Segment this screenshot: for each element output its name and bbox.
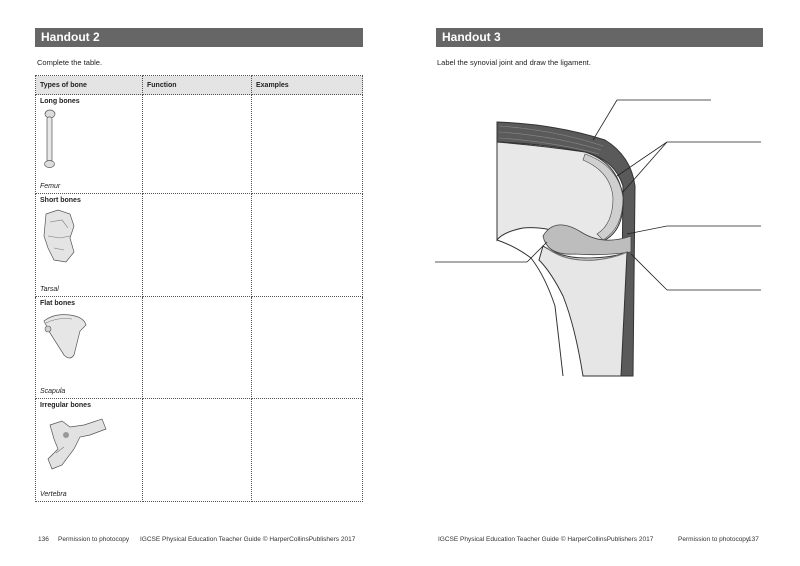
table-instruction: Complete the table.	[37, 58, 103, 67]
vertebra-icon	[40, 413, 110, 473]
table-row	[36, 95, 363, 194]
bone-type-label: Irregular bones	[40, 402, 91, 409]
femur-icon	[40, 109, 60, 169]
handout-3-banner: Handout 3	[436, 28, 763, 47]
bone-example-name: Tarsal	[40, 286, 59, 293]
bone-types-table	[35, 75, 363, 502]
tarsal-icon	[40, 208, 80, 266]
examples-cell[interactable]	[252, 399, 363, 502]
handout-2-banner: Handout 2	[35, 28, 363, 47]
table-row	[36, 297, 363, 399]
examples-cell[interactable]	[252, 95, 363, 194]
table-row	[36, 194, 363, 297]
bone-example-name: Femur	[40, 183, 61, 190]
footer-permission: Permission to photocopy	[678, 536, 750, 543]
header-types-of-bone: Types of bone	[36, 76, 143, 95]
header-function: Function	[143, 76, 252, 95]
function-cell[interactable]	[143, 297, 252, 399]
function-cell[interactable]	[143, 194, 252, 297]
footer-permission: Permission to photocopy	[58, 536, 130, 543]
bone-type-cell	[36, 95, 143, 194]
bone-type-cell	[36, 399, 143, 502]
joint-instruction: Label the synovial joint and draw the ligament.	[437, 58, 591, 67]
bone-type-label: Short bones	[40, 197, 81, 204]
footer-credit: IGCSE Physical Education Teacher Guide © HarperCollinsPublishers 2017	[438, 536, 654, 543]
tibia-bone	[539, 246, 627, 376]
synovial-joint-diagram	[435, 96, 765, 386]
table-row	[36, 399, 363, 502]
footer-credit: IGCSE Physical Education Teacher Guide © HarperCollinsPublishers 2017	[140, 536, 356, 543]
bone-type-cell	[36, 297, 143, 399]
function-cell[interactable]	[143, 399, 252, 502]
bone-type-label: Long bones	[40, 98, 80, 105]
bone-example-name: Scapula	[40, 388, 66, 395]
bone-type-label: Flat bones	[40, 300, 76, 307]
scapula-icon	[40, 311, 88, 361]
footer-page-number: 137	[748, 536, 759, 543]
bone-type-cell	[36, 194, 143, 297]
examples-cell[interactable]	[252, 194, 363, 297]
table-header-row	[36, 76, 363, 95]
function-cell[interactable]	[143, 95, 252, 194]
examples-cell[interactable]	[252, 297, 363, 399]
footer-page-number: 136	[38, 536, 49, 543]
right-page	[400, 0, 800, 566]
bone-example-name: Vertebra	[40, 491, 67, 498]
header-examples: Examples	[252, 76, 363, 95]
